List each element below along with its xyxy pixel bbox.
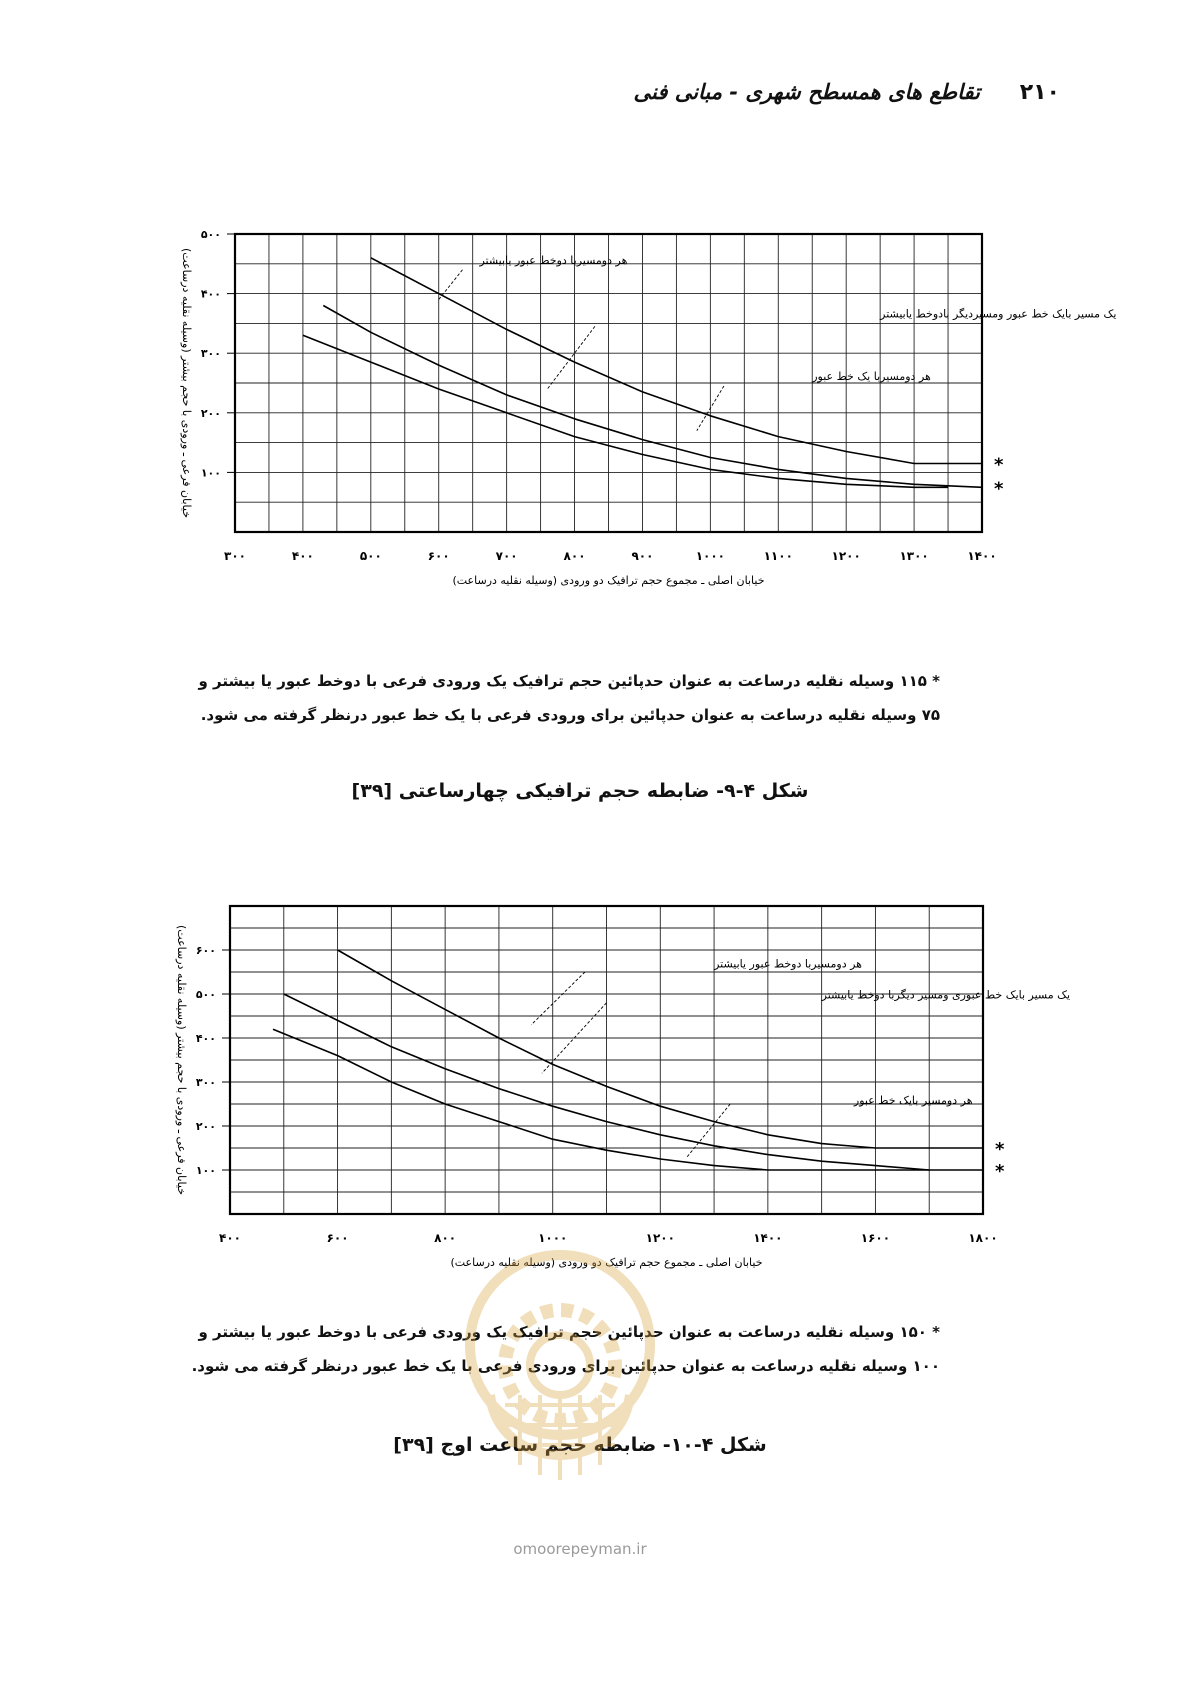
figure1-caption: شکل ۴-۹- ضابطه حجم ترافیکی چهارساعتی [۳۹] bbox=[351, 780, 809, 802]
x-tick-label: ۱۰۰۰ bbox=[538, 1231, 568, 1245]
x-tick-label: ۱۶۰۰ bbox=[860, 1231, 891, 1245]
x-tick-label: ۴۰۰ bbox=[291, 549, 314, 563]
running-title: تقاطع های همسطح شهری - مبانی فنی bbox=[633, 80, 980, 104]
y-tick-label: ۲۰۰ bbox=[195, 1120, 216, 1133]
x-tick-label: ۶۰۰ bbox=[427, 549, 450, 563]
series-label-1: هر دومسیربا دوخط عبور یابیشتر bbox=[714, 957, 862, 971]
x-tick-label: ۱۴۰۰ bbox=[967, 549, 997, 563]
series-label-2: یک مسیر بایک خط عبوری ومسیر دیگربا دوخط یابیشتر bbox=[821, 988, 1071, 1002]
watermark-logo bbox=[460, 1245, 660, 1515]
series-label-3: هر دومسیربا یک خط عبور bbox=[812, 370, 931, 384]
chart-four-hour-volume bbox=[150, 228, 1117, 648]
series-label-3: هر دومسیر بایک خط عبور bbox=[853, 1094, 973, 1107]
figure1-note-line2: ۷۵ وسیله نقلیه درساعت به عنوان حدپائین برای ورودی فرعی با یک خط عبور درنظر گرفته می شود. bbox=[200, 706, 940, 724]
series-line-3 bbox=[273, 1029, 929, 1170]
series-leader-1 bbox=[531, 972, 585, 1025]
y-tick-label: ۱۰۰ bbox=[200, 466, 221, 480]
x-tick-label: ۱۴۰۰ bbox=[753, 1231, 783, 1245]
star-annotation: * bbox=[994, 454, 1004, 476]
y-axis-label: خیابان فرعی ـ ورودی با حجم بیشتر (وسیله نقلیه درساعت) bbox=[180, 248, 193, 518]
series-line-3 bbox=[303, 335, 948, 487]
x-tick-label: ۱۳۰۰ bbox=[899, 549, 929, 563]
x-axis-label: خیابان اصلی ـ مجموع حجم ترافیک دو ورودی (وسیله نقلیه درساعت) bbox=[450, 1256, 763, 1269]
star-annotation: * bbox=[995, 1139, 1005, 1160]
figure1-note-line1: * ۱۱۵ وسیله نقلیه درساعت به عنوان حدپائین حجم ترافیک یک ورودی فرعی با دوخط عبور یا بیشتر و bbox=[198, 672, 940, 690]
y-tick-label: ۶۰۰ bbox=[195, 944, 216, 957]
series-leader-1 bbox=[439, 270, 463, 300]
series-leader-3 bbox=[687, 1104, 730, 1157]
x-tick-label: ۳۰۰ bbox=[224, 549, 246, 563]
x-tick-label: ۱۱۰۰ bbox=[763, 549, 793, 563]
x-tick-label: ۱۰۰۰ bbox=[695, 549, 726, 563]
y-tick-label: ۳۰۰ bbox=[195, 1076, 216, 1089]
watermark-site: omoorepeyman.ir bbox=[513, 1540, 647, 1558]
x-tick-label: ۶۰۰ bbox=[326, 1231, 349, 1245]
y-tick-label: ۳۰۰ bbox=[200, 347, 221, 361]
star-annotation: * bbox=[995, 1161, 1005, 1182]
page-number: ۲۱۰ bbox=[1019, 80, 1060, 105]
x-tick-label: ۱۲۰۰ bbox=[831, 549, 861, 563]
y-tick-label: ۵۰۰ bbox=[195, 988, 216, 1001]
x-tick-label: ۱۲۰۰ bbox=[645, 1231, 675, 1245]
figure2-caption: شکل ۴-۱۰- ضابطه حجم ساعت اوج [۳۹] bbox=[393, 1434, 767, 1456]
star-annotation: * bbox=[994, 478, 1004, 500]
y-tick-label: ۴۰۰ bbox=[195, 1032, 216, 1045]
x-tick-label: ۷۰۰ bbox=[495, 549, 518, 563]
chart-peak-hour-volume bbox=[150, 898, 1071, 1298]
y-axis-label: خیابان فرعی ـ ورودی با حجم بیشتر (وسیله نقلیه درساعت) bbox=[175, 925, 188, 1195]
series-line-2 bbox=[323, 306, 982, 488]
figure1-note bbox=[198, 664, 940, 732]
x-tick-label: ۴۰۰ bbox=[219, 1231, 241, 1245]
y-tick-label: ۵۰۰ bbox=[200, 228, 221, 241]
figure2-note-line1: * ۱۵۰ وسیله نقلیه درساعت به عنوان حدپائین حجم ترافیک یک ورودی فرعی با دوخط عبور یا بیشتر و bbox=[198, 1323, 940, 1341]
x-tick-label: ۱۸۰۰ bbox=[968, 1231, 998, 1245]
x-tick-label: ۸۰۰ bbox=[434, 1231, 457, 1245]
x-tick-label: ۹۰۰ bbox=[631, 549, 654, 563]
series-label-2: یک مسیر بایک خط عبور ومسیردیگر بادوخط یابیشتر bbox=[880, 307, 1117, 321]
x-tick-label: ۵۰۰ bbox=[359, 549, 382, 563]
figure2-note-line2: ۱۰۰ وسیله نقلیه درساعت به عنوان حدپائین برای ورودی فرعی با یک خط عبور درنظر گرفته می شود. bbox=[191, 1357, 940, 1375]
y-tick-label: ۱۰۰ bbox=[195, 1164, 216, 1177]
x-tick-label: ۸۰۰ bbox=[563, 549, 586, 563]
series-label-1: هر دومسیربا دوخط عبور یابیشتر bbox=[479, 253, 628, 267]
y-tick-label: ۲۰۰ bbox=[200, 406, 221, 420]
series-leader-2 bbox=[547, 326, 595, 389]
page-header bbox=[600, 78, 1060, 118]
y-tick-label: ۴۰۰ bbox=[200, 287, 221, 301]
x-axis-label: خیابان اصلی ـ مجموع حجم ترافیک دو ورودی (وسیله نقلیه درساعت) bbox=[452, 574, 765, 587]
